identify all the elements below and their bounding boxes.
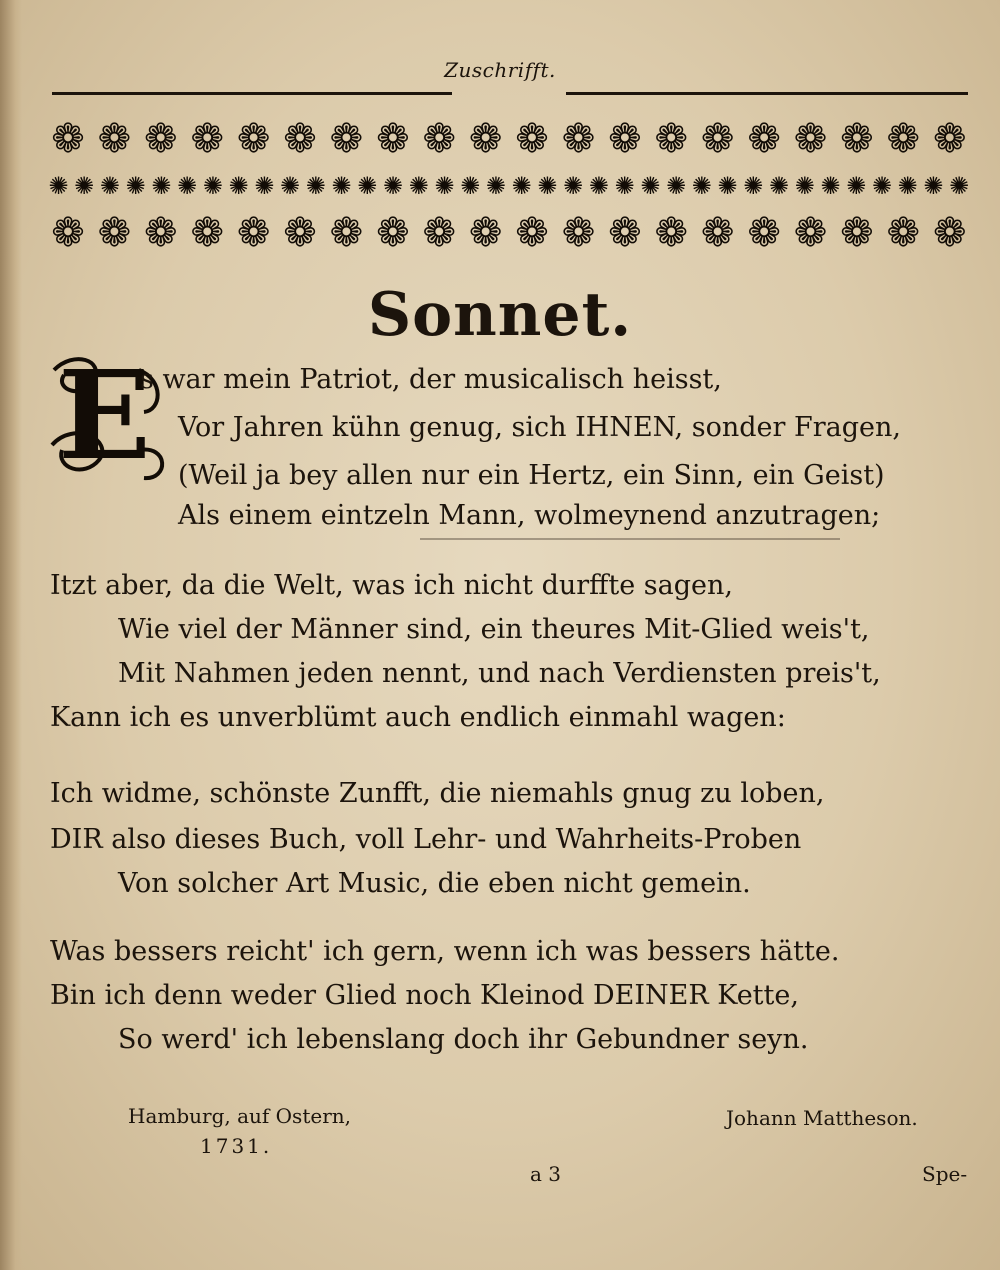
ornament-icon: ❁ bbox=[283, 210, 317, 256]
verse-line: Was bessers reicht' ich gern, wenn ich was bessers hätte. bbox=[50, 936, 840, 967]
ornament-icon: ❁ bbox=[793, 116, 828, 162]
ornament-icon: ✺ bbox=[846, 172, 867, 200]
ornament-icon: ✺ bbox=[99, 172, 121, 200]
ornament-icon: ✺ bbox=[563, 172, 584, 200]
ornament-icon: ❁ bbox=[608, 116, 642, 162]
ornament-icon: ❁ bbox=[190, 116, 224, 162]
ornament-icon: ✺ bbox=[897, 172, 918, 200]
verse-line: Als einem eintzeln Mann, wolmeynend anzutragen; bbox=[178, 500, 881, 531]
ornament-icon: ❁ bbox=[840, 210, 874, 256]
ornament-icon: ❁ bbox=[654, 210, 689, 256]
ornament-icon: ✺ bbox=[408, 172, 429, 200]
ornament-row-bottom bbox=[46, 206, 972, 260]
verse-line: DIR also dieses Buch, voll Lehr- und Wahrheits-Proben bbox=[50, 824, 802, 855]
ornament-icon: ✺ bbox=[177, 172, 198, 200]
ornament-icon: ❁ bbox=[144, 210, 178, 256]
ornament-icon: ✺ bbox=[949, 172, 970, 200]
ornament-icon: ❁ bbox=[376, 210, 410, 256]
page-gutter-shadow bbox=[0, 0, 22, 1270]
ornament-icon: ❁ bbox=[654, 116, 689, 162]
ornament-icon: ✺ bbox=[151, 172, 172, 200]
ornament-icon: ❁ bbox=[190, 210, 224, 256]
drop-cap-letter: E bbox=[58, 343, 151, 487]
ornament-icon: ✺ bbox=[305, 172, 326, 200]
ornament-icon: ✺ bbox=[331, 172, 352, 200]
verse-line: s war mein Patriot, der musicalisch heisst, bbox=[140, 364, 722, 395]
ornament-icon: ❁ bbox=[886, 210, 921, 256]
ornament-icon: ❁ bbox=[608, 210, 642, 256]
ornament-icon: ✺ bbox=[666, 172, 687, 200]
ornament-icon: ✺ bbox=[511, 172, 532, 200]
ornament-band bbox=[46, 112, 972, 260]
ornament-row-middle bbox=[46, 166, 972, 206]
ornament-icon: ❁ bbox=[329, 210, 364, 256]
ornament-icon: ❁ bbox=[97, 116, 132, 162]
verse-line: (Weil ja bey allen nur ein Hertz, ein Sinn, ein Geist) bbox=[178, 460, 885, 491]
head-rule-right bbox=[566, 92, 968, 95]
ornament-icon: ❁ bbox=[561, 116, 596, 162]
ornament-icon: ✺ bbox=[357, 172, 378, 200]
ornament-icon: ✺ bbox=[202, 172, 223, 200]
ornament-icon: ✺ bbox=[794, 172, 815, 200]
ornament-icon: ❁ bbox=[700, 210, 735, 256]
ornament-icon: ✺ bbox=[537, 172, 558, 200]
ornament-icon: ✺ bbox=[717, 172, 738, 200]
poem-title: Sonnet. bbox=[367, 280, 633, 350]
ornament-icon: ✺ bbox=[280, 172, 301, 200]
running-head: Zuschrifft. bbox=[444, 58, 556, 82]
ornament-icon: ✺ bbox=[460, 172, 481, 200]
verse-line: Vor Jahren kühn genug, sich IHNEN, sonder Fragen, bbox=[178, 412, 901, 443]
head-rule-left bbox=[52, 92, 452, 95]
ornament-icon: ❁ bbox=[329, 116, 364, 162]
ornament-icon: ❁ bbox=[561, 210, 596, 256]
verse-line: Wie viel der Männer sind, ein theures Mit-Glied weis't, bbox=[118, 614, 870, 645]
ornament-icon: ❁ bbox=[283, 116, 317, 162]
ornament-icon: ✺ bbox=[254, 172, 275, 200]
ornament-icon: ❁ bbox=[747, 210, 781, 256]
verse-line: Itzt aber, da die Welt, was ich nicht durffte sagen, bbox=[50, 570, 733, 601]
ornament-icon: ✺ bbox=[691, 172, 712, 200]
ornament-icon: ❁ bbox=[236, 116, 271, 162]
year: 1731. bbox=[200, 1134, 273, 1158]
ornament-icon: ✺ bbox=[382, 172, 404, 200]
ornament-icon: ✺ bbox=[871, 172, 893, 200]
ornament-icon: ✺ bbox=[820, 172, 841, 200]
signature-mark: a 3 bbox=[530, 1162, 562, 1186]
ornament-icon: ❁ bbox=[376, 116, 410, 162]
ornament-icon: ✺ bbox=[228, 172, 249, 200]
ornament-icon: ❁ bbox=[51, 210, 85, 256]
ornament-icon: ❁ bbox=[793, 210, 828, 256]
ornament-icon: ✺ bbox=[48, 172, 69, 200]
verse-line: Kann ich es unverblümt auch endlich einmahl wagen: bbox=[50, 702, 786, 733]
ornament-icon: ✺ bbox=[769, 172, 790, 200]
ornament-icon: ❁ bbox=[236, 210, 271, 256]
stanza-divider bbox=[420, 538, 840, 540]
ornament-icon: ❁ bbox=[747, 116, 781, 162]
verse-line: Mit Nahmen jeden nennt, und nach Verdiensten preis't, bbox=[118, 658, 881, 689]
ornament-icon: ❁ bbox=[932, 210, 967, 256]
ornament-icon: ✺ bbox=[434, 172, 455, 200]
ornament-icon: ❁ bbox=[144, 116, 178, 162]
ornament-icon: ❁ bbox=[886, 116, 921, 162]
ornament-icon: ✺ bbox=[588, 172, 609, 200]
ornament-icon: ❁ bbox=[932, 116, 967, 162]
place-date: Hamburg, auf Ostern, bbox=[128, 1104, 351, 1128]
catchword: Spe- bbox=[922, 1162, 968, 1186]
ornament-icon: ✺ bbox=[614, 172, 635, 200]
ornament-icon: ✺ bbox=[743, 172, 764, 200]
ornament-icon: ✺ bbox=[640, 172, 661, 200]
ornament-icon: ✺ bbox=[923, 172, 944, 200]
ornament-icon: ❁ bbox=[515, 210, 549, 256]
ornament-icon: ❁ bbox=[468, 210, 503, 256]
ornament-icon: ✺ bbox=[125, 172, 146, 200]
verse-line: Bin ich denn weder Glied noch Kleinod DEINER Kette, bbox=[50, 980, 799, 1011]
ornament-icon: ❁ bbox=[422, 210, 456, 256]
verse-line: So werd' ich lebenslang doch ihr Gebundner seyn. bbox=[118, 1024, 809, 1055]
ornament-icon: ✺ bbox=[74, 172, 95, 200]
ornament-icon: ❁ bbox=[468, 116, 503, 162]
ornament-icon: ❁ bbox=[700, 116, 735, 162]
ornament-icon: ❁ bbox=[840, 116, 874, 162]
ornament-icon: ❁ bbox=[422, 116, 456, 162]
ornament-icon: ❁ bbox=[51, 116, 85, 162]
verse-line: Von solcher Art Music, die eben nicht gemein. bbox=[118, 868, 751, 899]
ornament-icon: ✺ bbox=[485, 172, 507, 200]
verse-line: Ich widme, schönste Zunfft, die niemahls gnug zu loben, bbox=[50, 778, 825, 809]
ornament-icon: ❁ bbox=[97, 210, 132, 256]
ornament-row-top bbox=[46, 112, 972, 166]
ornament-icon: ❁ bbox=[515, 116, 549, 162]
author-signature: Johann Mattheson. bbox=[726, 1106, 918, 1130]
